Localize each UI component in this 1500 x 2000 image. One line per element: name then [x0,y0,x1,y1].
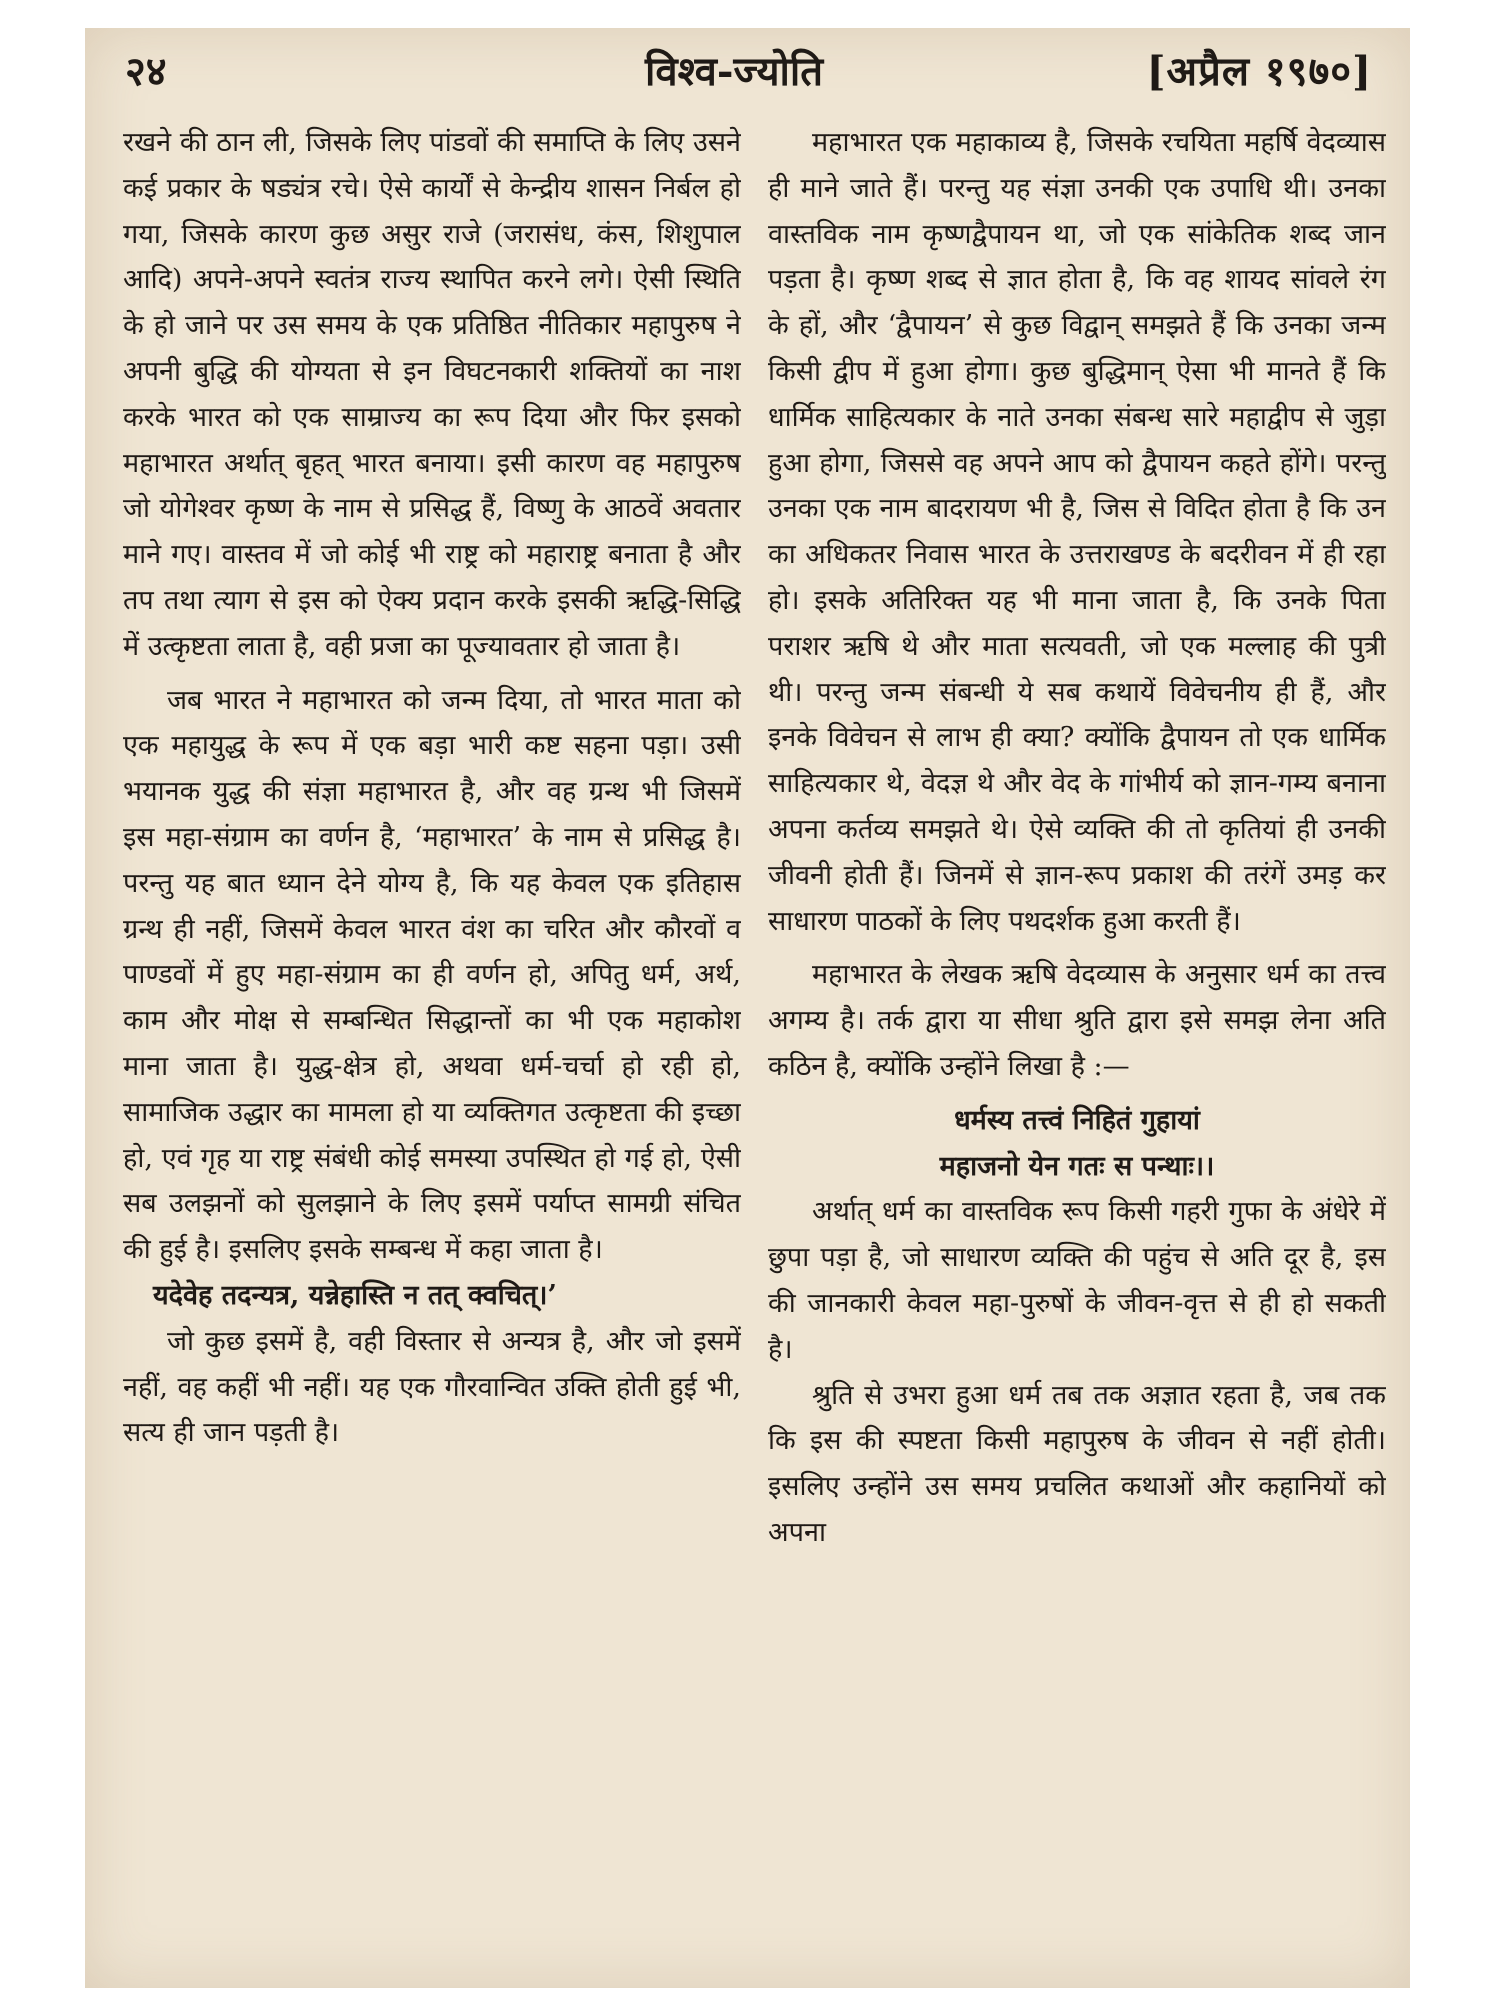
magazine-title: विश्व-ज्योति [645,48,824,95]
left-paragraph-2: जब भारत ने महाभारत को जन्म दिया, तो भारत माता को एक महायुद्ध के रूप में एक बड़ा भारी कष्ट सहना पड़ा। उसी भयानक युद्ध की संज्ञा महाभारत है, और वह ग्रन्थ भी जिसमें इस महा-संग्राम का वर्णन है, ‘महाभारत’ के नाम से प्रसिद्ध है। परन्तु यह बात ध्यान देने योग्य है, कि यह केवल एक इतिहास ग्रन्थ ही नहीं, जिसमें केवल भारत वंश का चरित और कौरवों व पाण्डवों में हुए महा-संग्राम का ही वर्णन हो, अपितु धर्म, अर्थ, काम और मोक्ष से सम्बन्धित सिद्धान्तों का भी एक महाकोश माना जाता है। युद्ध-क्षेत्र हो, अथवा धर्म-चर्चा हो रही हो, सामाजिक उद्धार का मामला हो या व्यक्तिगत उत्कृष्टता की इच्छा हो, एवं गृह या राष्ट्र संबंधी कोई समस्या उपस्थित हो गई हो, ऐसी सब उलझनों को सुलझाने के लिए इसमें पर्याप्त सामग्री संचित की हुई है। इसलिए इसके सम्बन्ध में कहा जाता है। [123,684,741,1266]
right-paragraph-2: महाभारत के लेखक ऋषि वेदव्यास के अनुसार धर्म का तत्त्व अगम्य है। तर्क द्वारा या सीधा श्रुति द्वारा इसे समझ लेना अति कठिन है, क्योंकि उन्होंने लिखा है :— [768,959,1386,1082]
right-paragraph-4: श्रुति से उभरा हुआ धर्म तब तक अज्ञात रहता है, जब तक कि इस की स्पष्टता किसी महापुरुष के जीवन से नहीं होती। इसलिए उन्होंने उस समय प्रचलित कथाओं और कहानियों को अपना [768,1379,1386,1548]
left-paragraph-3: जो कुछ इसमें है, वही विस्तार से अन्यत्र है, और जो इसमें नहीं, वह कहीं भी नहीं। यह एक गौरवान्वित उक्ति होती हुई भी, सत्य ही जान पड़ती है। [123,1325,741,1449]
page-number: २४ [125,48,167,95]
issue-date: [अप्रैल १९७०] [1146,48,1372,95]
left-column [123,120,741,1975]
right-column [768,120,1386,1975]
sanskrit-verse-line-2: महाजनो येन गतः स पन्थाः।। [939,1150,1215,1182]
right-paragraph-3: अर्थात् धर्म का वास्तविक रूप किसी गहरी गुफा के अंधेरे में छुपा पड़ा है, जो साधारण व्यक्ति की पहुंच से अति दूर है, इस की जानकारी केवल महा-पुरुषों के जीवन-वृत्त से ही हो सकती है। [768,1196,1386,1365]
right-paragraph-1: महाभारत एक महाकाव्य है, जिसके रचयिता महर्षि वेदव्यास ही माने जाते हैं। परन्तु यह संज्ञा उनकी एक उपाधि थी। उनका वास्तविक नाम कृष्णद्वैपायन था, जो एक सांकेतिक शब्द जान पड़ता है। कृष्ण शब्द से ज्ञात होता है, कि वह शायद सांवले रंग के हों, और ‘द्वैपायन’ से कुछ विद्वान् समझते हैं कि उनका जन्म किसी द्वीप में हुआ होगा। कुछ बुद्धिमान् ऐसा भी मानते हैं कि धार्मिक साहित्यकार के नाते उनका संबन्ध सारे महाद्वीप से जुड़ा हुआ होगा, जिससे वह अपने आप को द्वैपायन कहते होंगे। परन्तु उनका एक नाम बादरायण भी है, जिस से विदित होता है कि उन का अधिकतर निवास भारत के उत्तराखण्ड के बदरीवन में ही रहा हो। इसके अतिरिक्त यह भी माना जाता है, कि उनके पिता पराशर ऋषि थे और माता सत्यवती, जो एक मल्लाह की पुत्री थी। परन्तु जन्म संबन्धी ये सब कथायें विवेचनीय ही हैं, और इनके विवेचन से लाभ ही क्या? क्योंकि द्वैपायन तो एक धार्मिक साहित्यकार थे, वेदज्ञ थे और वेद के गांभीर्य को ज्ञान-गम्य बनाना अपना कर्तव्य समझते थे। ऐसे व्यक्ति की तो कृतियां ही उनकी जीवनी होती हैं। जिनमें से ज्ञान-रूप प्रकाश की तरंगें उमड़ कर साधारण पाठकों के लिए पथदर्शक हुआ करती हैं। [768,127,1386,937]
left-sanskrit-verse: यदेवेह तदन्यत्र, यन्नेहास्ति न तत् क्वचित्।’ [153,1279,557,1311]
magazine-page [85,28,1410,1988]
left-paragraph-1: रखने की ठान ली, जिसके लिए पांडवों की समाप्ति के लिए उसने कई प्रकार के षड्यंत्र रचे। ऐसे कार्यों से केन्द्रीय शासन निर्बल हो गया, जिसके कारण कुछ असुर राजे (जरासंध, कंस, शिशुपाल आदि) अपने-अपने स्वतंत्र राज्य स्थापित करने लगे। ऐसी स्थिति के हो जाने पर उस समय के एक प्रतिष्ठित नीतिकार महापुरुष ने अपनी बुद्धि की योग्यता से इन विघटनकारी शक्तियों का नाश करके भारत को एक साम्राज्य का रूप दिया और फिर इसको महाभारत अर्थात् बृहत् भारत बनाया। इसी कारण वह महापुरुष जो योगेश्वर कृष्ण के नाम से प्रसिद्ध हैं, विष्णु के आठवें अवतार माने गए। वास्तव में जो कोई भी राष्ट्र को महाराष्ट्र बनाता है और तप तथा त्याग से इस को ऐक्य प्रदान करके इसकी ऋद्धि-सिद्धि में उत्कृष्टता लाता है, वही प्रजा का पूज्यावतार हो जाता है। [123,127,741,662]
page-header [85,40,1410,120]
sanskrit-verse-line-1: धर्मस्य तत्त्वं निहितं गुहायां [954,1104,1200,1136]
